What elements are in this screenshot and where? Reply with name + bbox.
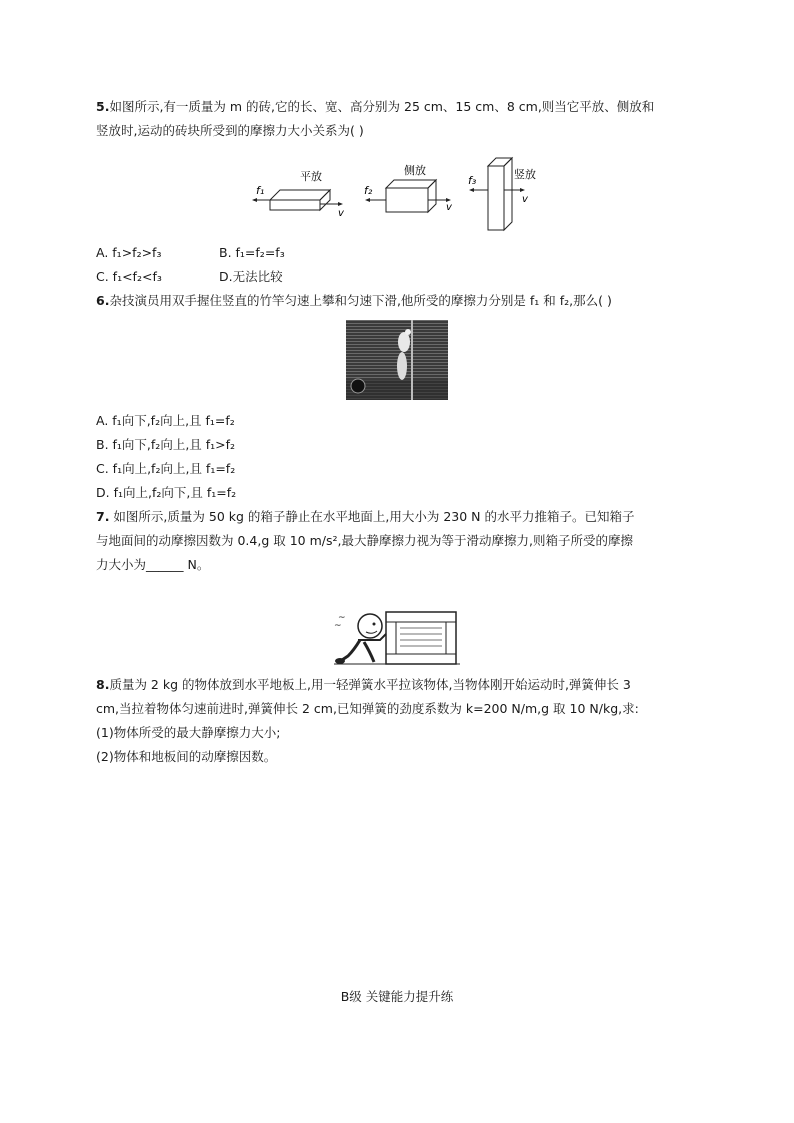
label-f3: f₃ bbox=[468, 174, 477, 187]
q8-number: 8. bbox=[96, 677, 110, 692]
brick-side bbox=[364, 164, 453, 213]
label-f1: f₁ bbox=[256, 184, 265, 197]
q5-number: 5. bbox=[96, 99, 110, 114]
q8-text1: 质量为 2 kg 的物体放到水平地板上,用一轻弹簧水平拉该物体,当物体刚开始运动时,弹簧伸长 3 bbox=[109, 677, 631, 692]
q7-box-push-figure bbox=[330, 604, 464, 666]
label-v3: v bbox=[522, 194, 528, 205]
section-b-heading: B级 关键能力提升练 bbox=[340, 989, 454, 1004]
q8-sub1: (1)物体所受的最大静摩擦力大小; bbox=[96, 725, 281, 740]
q7-line3: 力大小为______ N。 bbox=[96, 557, 210, 572]
label-side: 侧放 bbox=[404, 164, 426, 177]
pushing-person bbox=[334, 613, 386, 664]
q6-option-b: B. f₁向下,f₂向上,且 f₁>f₂ bbox=[96, 437, 236, 452]
label-f2: f₂ bbox=[364, 184, 373, 197]
q7-number: 7. bbox=[96, 509, 110, 524]
q6-option-d: D. f₁向上,f₂向下,且 f₁=f₂ bbox=[96, 485, 237, 500]
q5-text1: 如图所示,有一质量为 m 的砖,它的长、宽、高分别为 25 cm、15 cm、8 cm,则当它平放、侧放和 bbox=[109, 99, 655, 114]
q5-line1 bbox=[96, 98, 654, 116]
q7-text1: 如图所示,质量为 50 kg 的箱子静止在水平地面上,用大小为 230 N 的水平力推箱子。已知箱子 bbox=[109, 509, 635, 524]
q5-option-c: C. f₁<f₂<f₃ bbox=[96, 269, 162, 284]
q6-option-c: C. f₁向上,f₂向上,且 f₁=f₂ bbox=[96, 461, 236, 476]
q5-option-a: A. f₁>f₂>f₃ bbox=[96, 245, 162, 260]
q5-brick-figure bbox=[250, 152, 550, 234]
q7-line1 bbox=[96, 508, 635, 526]
q8-line1 bbox=[96, 676, 631, 694]
label-v2: v bbox=[446, 202, 452, 213]
brick-upright bbox=[468, 158, 536, 230]
q8-line2: cm,当拉着物体匀速前进时,弹簧伸长 2 cm,已知弹簧的劲度系数为 k=200 N/m,g 取 10 N/kg,求: bbox=[96, 701, 639, 716]
q5-option-d: D.无法比较 bbox=[219, 269, 283, 284]
q6-number: 6. bbox=[96, 293, 110, 308]
q7-line2: 与地面间的动摩擦因数为 0.4,g 取 10 m/s²,最大静摩擦力视为等于滑动摩擦力,则箱子所受的摩擦 bbox=[96, 533, 633, 548]
q6-option-a: A. f₁向下,f₂向上,且 f₁=f₂ bbox=[96, 413, 235, 428]
q5-line2: 竖放时,运动的砖块所受到的摩擦力大小关系为( ) bbox=[96, 123, 364, 138]
label-upright: 竖放 bbox=[514, 168, 536, 181]
q5-option-b: B. f₁=f₂=f₃ bbox=[219, 245, 285, 260]
q8-sub2: (2)物体和地板间的动摩擦因数。 bbox=[96, 749, 277, 764]
svg-text:~: ~ bbox=[334, 621, 342, 631]
q6-text1: 杂技演员用双手握住竖直的竹竿匀速上攀和匀速下滑,他所受的摩擦力分别是 f₁ 和 f₂,那么( ) bbox=[109, 293, 612, 308]
crate bbox=[386, 612, 456, 664]
svg-text:~: ~ bbox=[338, 613, 346, 623]
q6-acrobat-photo bbox=[346, 320, 448, 400]
q6-line1 bbox=[96, 292, 612, 310]
label-flat: 平放 bbox=[300, 170, 322, 183]
brick-flat bbox=[252, 170, 345, 219]
label-v1: v bbox=[338, 208, 344, 219]
